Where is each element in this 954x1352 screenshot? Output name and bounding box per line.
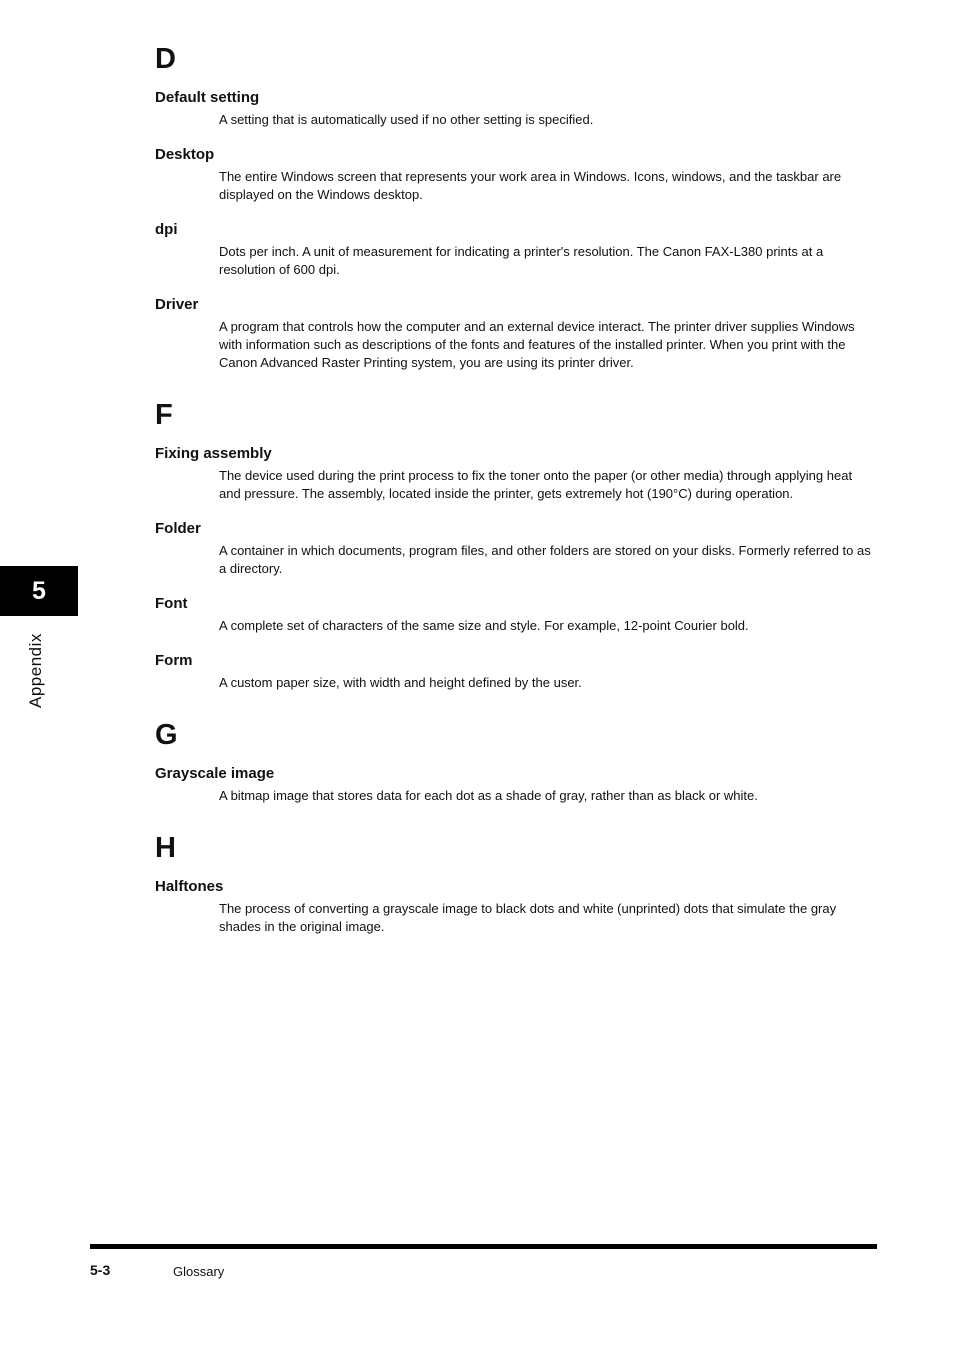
- term-title: Halftones: [155, 878, 224, 895]
- glossary-term: [155, 444, 875, 503]
- term-title: Folder: [155, 520, 201, 537]
- glossary-term: [155, 295, 875, 372]
- glossary-term: [155, 145, 875, 204]
- term-definition: A container in which documents, program files, and other folders are stored on your disks. Formerly referred to as a directory.: [219, 543, 871, 576]
- term-title: Driver: [155, 296, 199, 313]
- section-letter-g: G: [155, 719, 178, 751]
- section-letter-f: F: [155, 399, 173, 431]
- term-title: Font: [155, 595, 188, 612]
- page-number: 5-3: [90, 1262, 111, 1278]
- term-definition: The entire Windows screen that represents your work area in Windows. Icons, windows, and the taskbar are displayed on the Windows desktop.: [219, 169, 842, 202]
- term-title: Grayscale image: [155, 765, 275, 782]
- term-definition: The process of converting a grayscale image to black dots and white (unprinted) dots that simulate the gray shades in the original image.: [219, 901, 837, 934]
- term-title: Fixing assembly: [155, 445, 272, 462]
- term-definition: A program that controls how the computer and an external device interact. The printer driver supplies Windows with information such as descriptions of the fonts and features of the installed printer. When you print with the Canon Advanced Raster Printing system, you are using its printer driver.: [219, 319, 855, 370]
- term-definition: A bitmap image that stores data for each dot as a shade of gray, rather than as black or white.: [219, 788, 758, 803]
- term-title: Desktop: [155, 146, 215, 163]
- term-definition: Dots per inch. A unit of measurement for indicating a printer's resolution. The Canon FAX-L380 prints at a resolution of 600 dpi.: [219, 244, 824, 277]
- term-definition: A complete set of characters of the same size and style. For example, 12-point Courier bold.: [219, 618, 749, 633]
- term-definition: A setting that is automatically used if no other setting is specified.: [219, 112, 594, 127]
- section-letter-h: H: [155, 832, 176, 864]
- glossary-term: [155, 651, 875, 692]
- term-title: Default setting: [155, 89, 260, 106]
- chapter-tab: 5: [0, 566, 78, 616]
- glossary-term: [155, 519, 875, 578]
- footer-section-title: Glossary: [173, 1264, 225, 1279]
- glossary-term: [155, 594, 875, 635]
- term-definition: The device used during the print process to fix the toner onto the paper (or other media) through applying heat and pressure. The assembly, located inside the printer, gets extremely hot (190°C) during operation.: [219, 468, 853, 501]
- glossary-term: [155, 88, 875, 129]
- term-title: dpi: [155, 221, 178, 238]
- glossary-content: [155, 40, 875, 952]
- term-title: Form: [155, 652, 193, 669]
- glossary-term: [155, 877, 875, 936]
- glossary-term: [155, 764, 875, 805]
- term-definition: A custom paper size, with width and height defined by the user.: [219, 675, 582, 690]
- chapter-label: Appendix: [26, 633, 45, 708]
- section-letter-d: D: [155, 43, 176, 75]
- footer-divider: [90, 1244, 877, 1249]
- glossary-term: [155, 220, 875, 279]
